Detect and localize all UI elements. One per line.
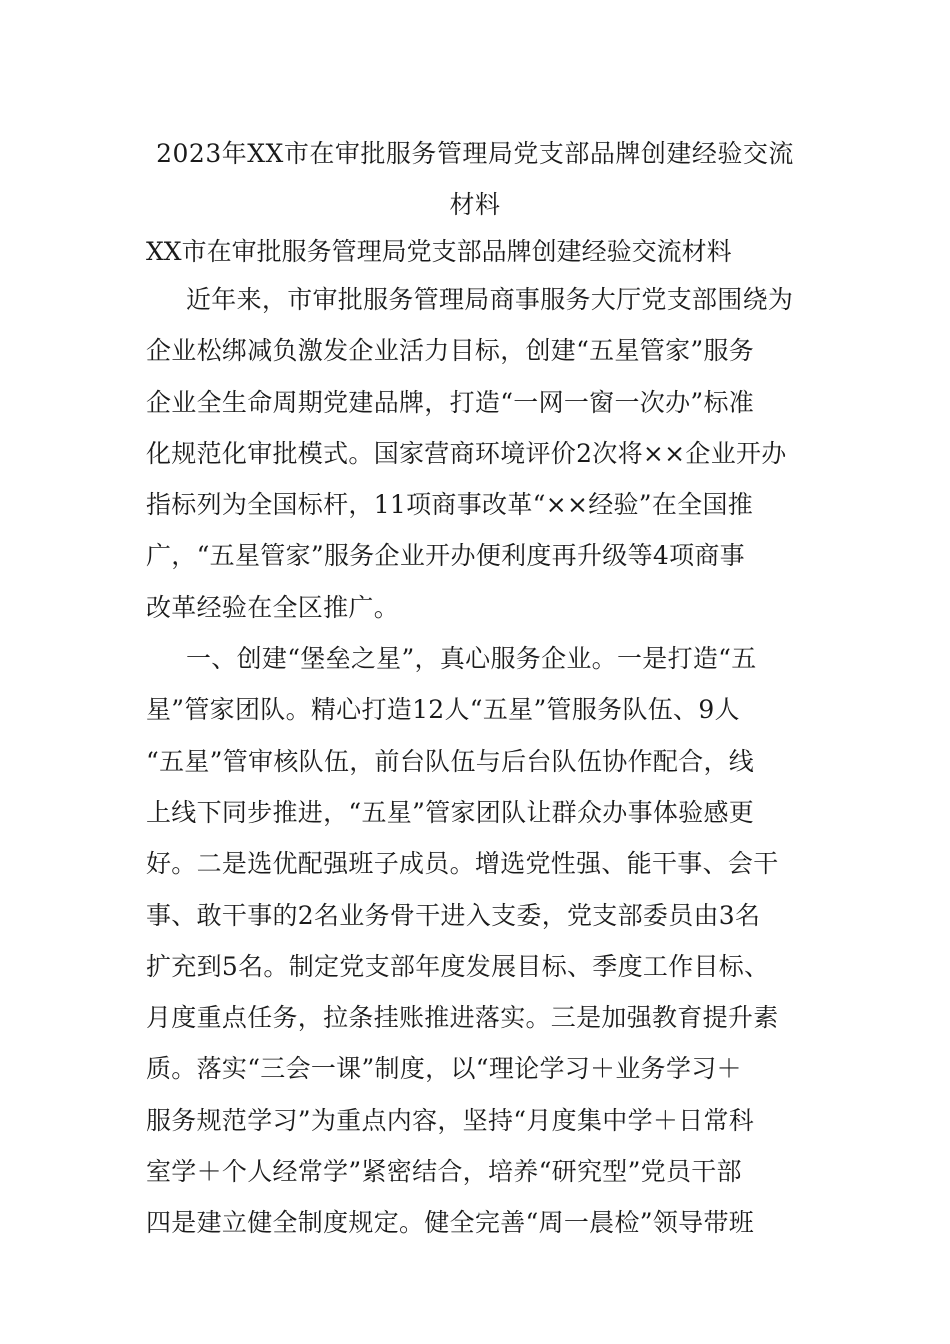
document-title [120,128,830,230]
paragraph-line: 广，“五星管家”服务企业开办便利度再升级等4项商事 [146,541,745,571]
document-body [146,274,810,1249]
paragraph-intro [146,274,810,633]
paragraph-line: “五星”管审核队伍，前台队伍与后台队伍协作配合，线 [146,746,755,776]
paragraph-line: 化规范化审批模式。国家营商环境评价2次将××企业开办 [146,438,787,468]
title-line-2: 材料 [449,190,501,219]
paragraph-line: 室学＋个人经常学”紧密结合，培养“研究型”党员干部 [146,1157,742,1187]
paragraph-line: 服务规范学习”为重点内容，坚持“月度集中学＋日常科 [146,1105,755,1135]
paragraph-line: 改革经验在全区推广。 [146,592,400,622]
paragraph-line: 企业松绑减负激发企业活力目标，创建“五星管家”服务 [146,336,755,366]
paragraph-line: 月度重点任务，拉条挂账推进落实。三是加强教育提升素 [146,1003,779,1033]
paragraph-line: 一、创建“堡垒之星”，真心服务企业。一是打造“五 [186,644,757,674]
paragraph-line: 四是建立健全制度规定。健全完善“周一晨检”领导带班 [146,1208,755,1238]
document-subtitle: XX市在审批服务管理局党支部品牌创建经验交流材料 [146,237,732,266]
paragraph-line: 事、敢干事的2名业务骨干进入支委，党支部委员由3名 [146,900,761,930]
title-line-1: 2023年XX市在审批服务管理局党支部品牌创建经验交流 [156,139,794,168]
paragraph-line: 上线下同步推进，“五星”管家团队让群众办事体验感更 [146,797,755,827]
paragraph-line: 质。落实“三会一课”制度，以“理论学习＋业务学习＋ [146,1054,742,1084]
paragraph-line: 星”管家团队。精心打造12人“五星”管服务队伍、9人 [146,695,740,725]
paragraph-line: 企业全生命周期党建品牌，打造“一网一窗一次办”标准 [146,387,755,417]
paragraph-line: 好。二是选优配强班子成员。增选党性强、能干事、会干 [146,849,779,879]
paragraph-line: 指标列为全国标杆，11项商事改革“××经验”在全国推 [146,490,754,520]
paragraph-section-1 [146,633,810,1249]
paragraph-line: 扩充到5名。制定党支部年度发展目标、季度工作目标、 [146,951,770,981]
paragraph-line: 近年来，市审批服务管理局商事服务大厅党支部围绕为 [186,285,794,314]
